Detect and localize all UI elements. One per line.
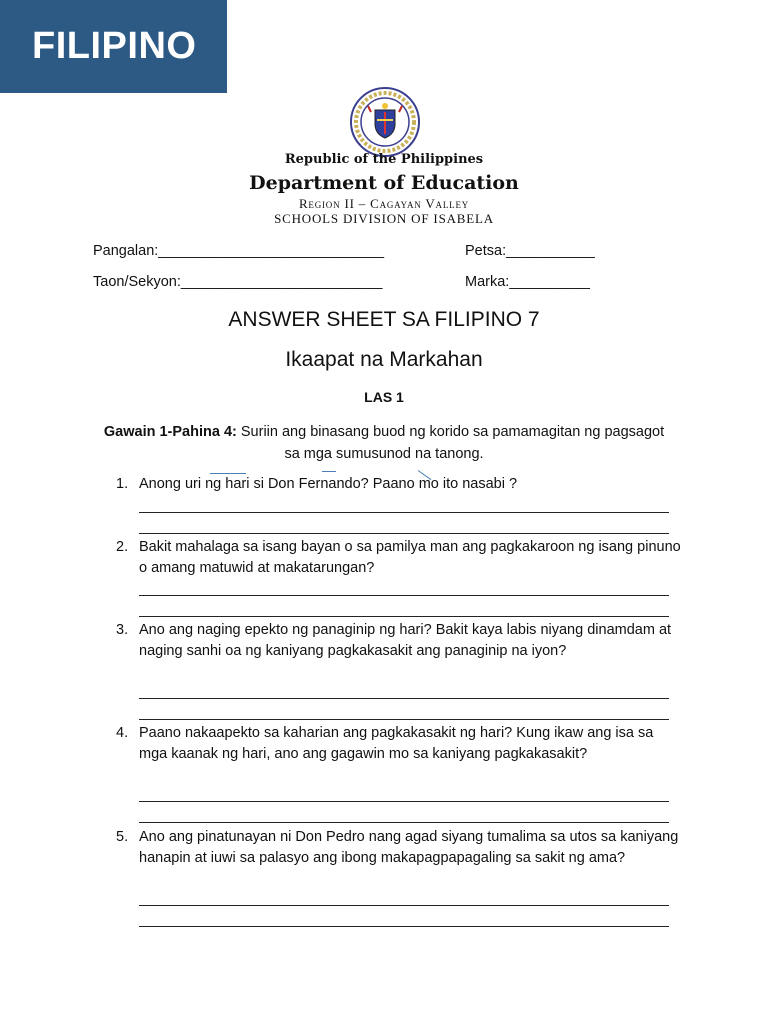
pen-mark: [322, 471, 336, 472]
answer-line[interactable]: [139, 822, 669, 823]
answer-line[interactable]: [139, 719, 669, 720]
question-text: Bakit mahalaga sa isang bayan o sa pamilya man ang pagkakaroon ng isang pinuno o amang matuwid at makatarungan?: [139, 539, 681, 576]
republic-heading: Republic of the Philippines: [284, 152, 484, 167]
answer-line[interactable]: [139, 698, 669, 699]
gawain-text: Suriin ang binasang buod ng korido sa pamamagitan ng pagsagot sa mga sumusunod na tanong.: [236, 424, 665, 462]
question-item: [116, 827, 681, 869]
division-heading: SCHOOLS DIVISION OF ISABELA: [274, 211, 494, 226]
answer-line[interactable]: [139, 801, 669, 802]
answer-line[interactable]: [139, 616, 669, 617]
answer-line[interactable]: [139, 905, 669, 906]
gawain-instructions: [100, 421, 668, 465]
petsa-field: Petsa:___________: [465, 243, 595, 259]
question-text: Ano ang pinatunayan ni Don Pedro nang agad siyang tumalima sa utos sa kaniyang hanapin at iuwi sa palasyo ang ibong makapagpapagaling sa sakit ng ama?: [139, 829, 679, 866]
las-label: LAS 1: [364, 389, 404, 405]
question-number: 5.: [116, 829, 129, 845]
question-item: [116, 620, 681, 662]
region-heading: Region II – Cagayan Valley: [298, 196, 470, 211]
gawain-label: Gawain 1-Pahina 4:: [103, 424, 237, 440]
answer-line[interactable]: [139, 533, 669, 534]
question-number: 4.: [116, 725, 129, 741]
deped-seal-logo: [349, 86, 421, 158]
question-item: [116, 474, 681, 495]
marka-field: Marka:__________: [465, 274, 590, 290]
question-number: 2.: [116, 539, 129, 555]
question-item: [116, 723, 681, 765]
taon-sekyon-field: Taon/Sekyon:_________________________: [93, 274, 383, 290]
question-text: Paano nakaapekto sa kaharian ang pagkakasakit ng hari? Kung ikaw ang isa sa mga kaanak ng hari, ano ang gagawin mo sa kaniyang pagkakasakit?: [139, 725, 654, 762]
question-number: 3.: [116, 622, 129, 638]
pangalan-field: Pangalan:____________________________: [93, 243, 385, 259]
question-item: [116, 537, 681, 579]
question-text: Ano ang naging epekto ng panaginip ng hari? Bakit kaya labis niyang dinamdam at naging sanhi oa ng kaniyang pagkakasakit ang panaginip na iyon?: [139, 622, 672, 659]
quarter-subtitle: Ikaapat na Markahan: [285, 348, 483, 371]
answer-line[interactable]: [139, 926, 669, 927]
answer-line[interactable]: [139, 595, 669, 596]
answer-line[interactable]: [139, 512, 669, 513]
department-heading: Department of Education: [249, 172, 519, 194]
subject-banner: [0, 0, 227, 93]
subject-banner-label: FILIPINO: [32, 25, 197, 67]
answer-sheet-title: ANSWER SHEET SA FILIPINO 7: [228, 308, 540, 331]
question-text: Anong uri ng hari si Don Fernando? Paano mo ito nasabi ?: [139, 476, 518, 492]
question-number: 1.: [116, 476, 129, 492]
